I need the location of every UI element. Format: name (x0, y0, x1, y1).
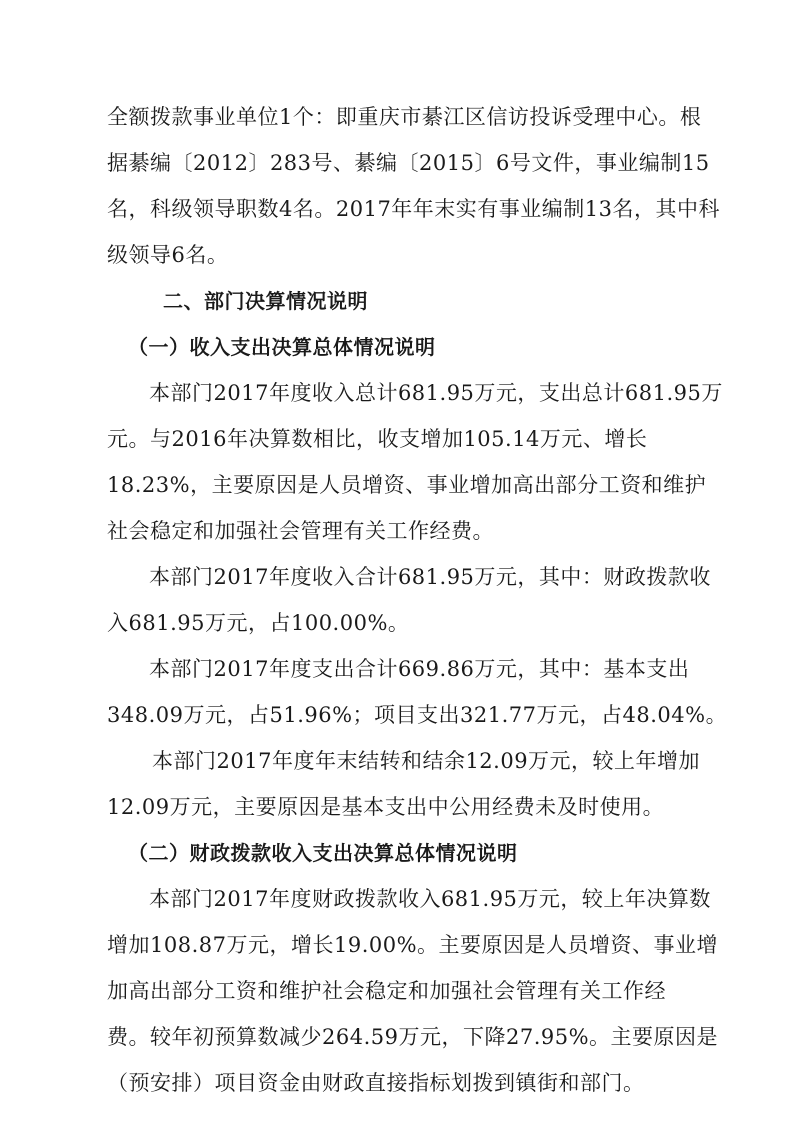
text-line-1: 全额拨款事业单位1个：即重庆市綦江区信访投诉受理中心。根 (107, 105, 702, 129)
text-line-7: 本部门2017年度收入总计681.95万元，支出总计681.95万 (149, 381, 723, 405)
text-line-20: 加高出部分工资和维护社会稳定和加强社会管理有关工作经 (107, 979, 666, 1003)
text-line-13: 本部门2017年度支出合计669.86万元，其中：基本支出 (149, 657, 690, 681)
text-line-12: 入681.95万元，占100.00%。 (107, 611, 410, 635)
text-line-3: 名，科级领导职数4名。2017年年末实有事业编制13名，其中科 (107, 197, 721, 221)
text-line-22: （预安排）项目资金由财政直接指标划拨到镇街和部门。 (107, 1071, 645, 1095)
subsection-heading-2: （二）财政拨款收入支出决算总体情况说明 (128, 841, 518, 865)
text-line-8: 元。与2016年决算数相比，收支增加105.14万元、增长 (107, 427, 648, 451)
section-heading-2: 二、部门决算情况说明 (163, 289, 368, 313)
text-line-2: 据綦编〔2012〕283号、綦编〔2015〕6号文件，事业编制15 (107, 151, 710, 175)
text-line-4: 级领导6名。 (107, 243, 229, 267)
text-line-10: 社会稳定和加强社会管理有关工作经费。 (107, 519, 494, 543)
text-line-15: 本部门2017年度年末结转和结余12.09万元，较上年增加 (152, 749, 701, 773)
text-line-18: 本部门2017年度财政拨款收入681.95万元，较上年决算数 (149, 887, 711, 911)
text-line-9: 18.23%，主要原因是人员增资、事业增加高出部分工资和维护 (107, 473, 707, 497)
text-line-11: 本部门2017年度收入合计681.95万元，其中：财政拨款收 (149, 565, 711, 589)
subsection-heading-1: （一）收入支出决算总体情况说明 (128, 335, 436, 359)
text-line-14: 348.09万元，占51.96%；项目支出321.77万元，占48.04%。 (107, 703, 728, 727)
text-line-19: 增加108.87万元，增长19.00%。主要原因是人员增资、事业增 (107, 933, 719, 957)
text-line-16: 12.09万元，主要原因是基本支出中公用经费未及时使用。 (107, 795, 665, 819)
text-line-21: 费。较年初预算数减少264.59万元，下降27.95%。主要原因是 (107, 1025, 719, 1049)
